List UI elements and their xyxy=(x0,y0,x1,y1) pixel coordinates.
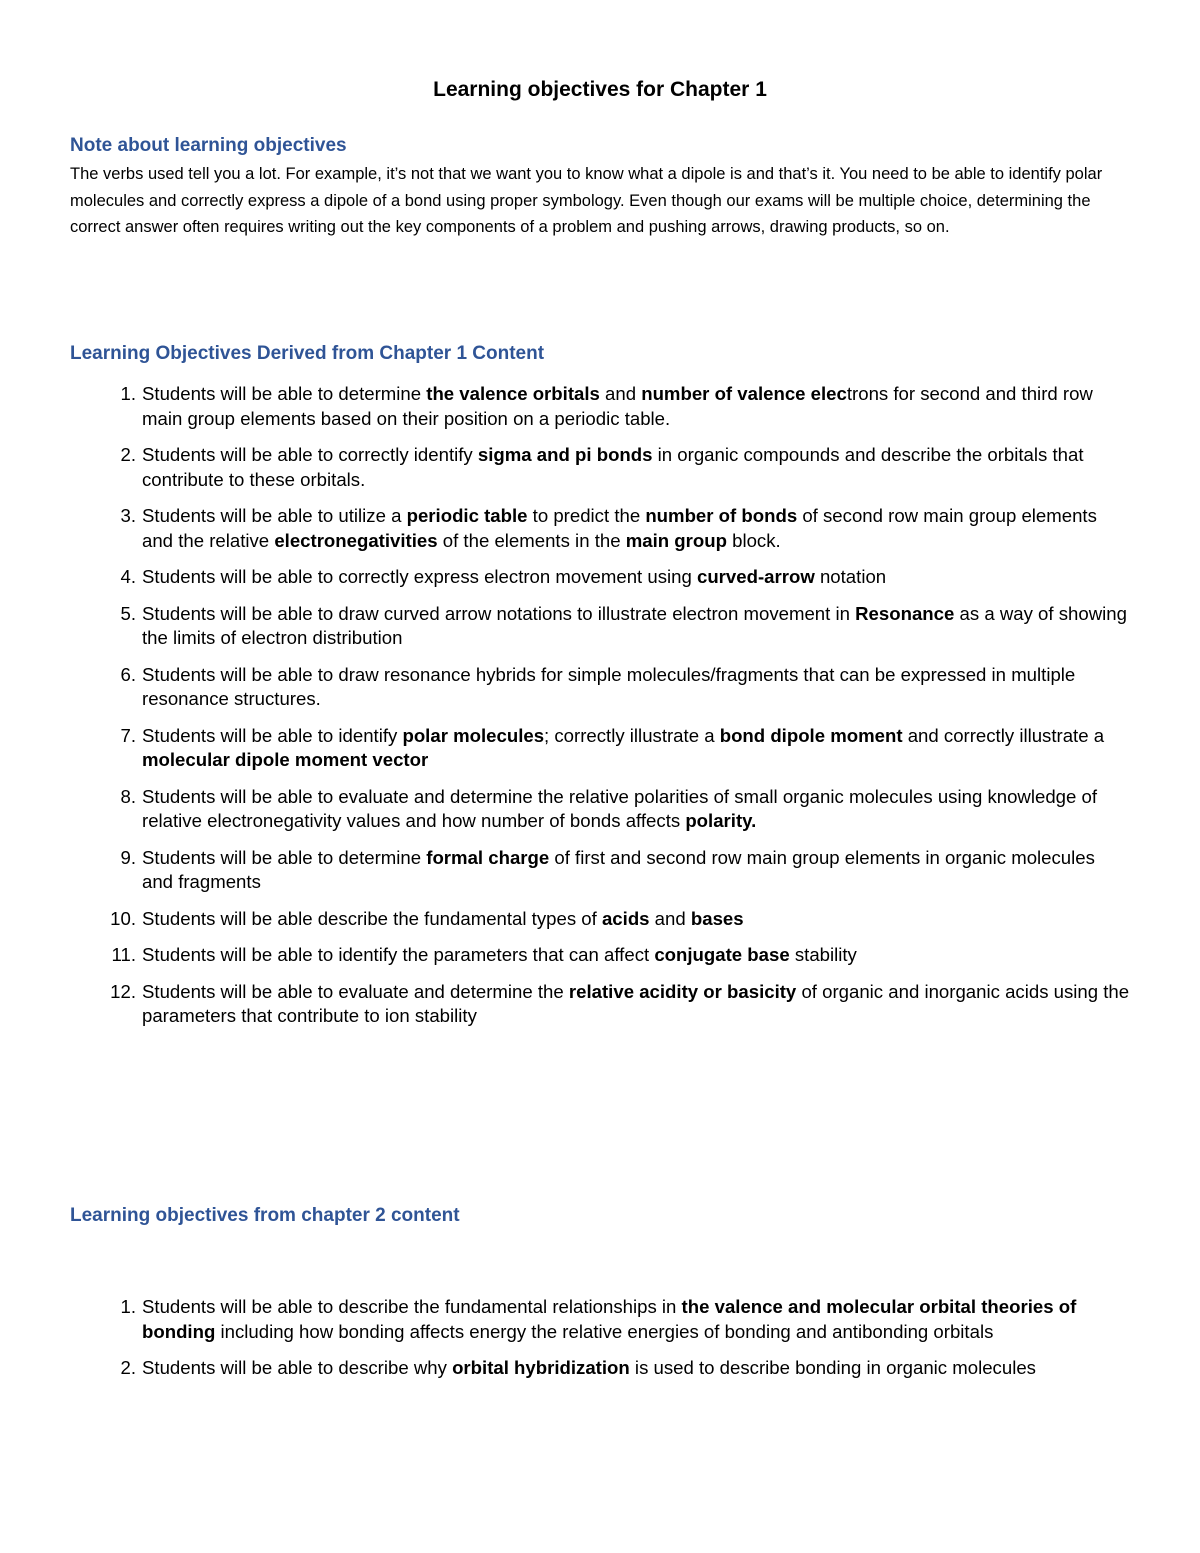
text-segment: trons for second and third row main group elements based on their position on a periodic table. xyxy=(142,383,1093,429)
text-segment: Students will be able to utilize a xyxy=(142,505,407,526)
bold-term: electronegativities xyxy=(274,529,438,551)
text-segment: of second row main group elements and the relative xyxy=(142,505,1097,551)
bold-term: conjugate base xyxy=(654,944,790,965)
list-item xyxy=(70,943,1130,968)
list-item-number: 4 . xyxy=(70,565,136,590)
text-segment: Students will be able to draw curved arrow notations to illustrate electron movement in xyxy=(142,602,856,624)
bold-term: the valence and molecular orbital theories of bonding xyxy=(142,1296,1077,1342)
chapter1-heading: Learning Objectives Derived from Chapter 1 Content xyxy=(70,343,545,364)
bold-term: curved-arrow xyxy=(696,566,815,587)
list-item xyxy=(70,907,1130,932)
list-item-text xyxy=(142,1296,1076,1342)
list-item-text xyxy=(142,847,1095,893)
text-segment: Students will be able to identify the parameters that can affect xyxy=(142,944,655,965)
chapter2-objectives-list xyxy=(70,1295,1130,1393)
text-segment: Students will be able to determine xyxy=(142,846,427,868)
list-item-number: 6 . xyxy=(70,663,136,688)
bold-term: formal charge xyxy=(426,846,550,868)
text-segment: is used to describe bonding in organic molecules xyxy=(629,1357,1036,1378)
text-segment: Students will be able to identify xyxy=(142,724,403,746)
text-segment: Students will be able to describe the fundamental relationships in xyxy=(142,1296,682,1317)
list-item xyxy=(70,846,1130,895)
list-item-number: 2 . xyxy=(70,1356,136,1381)
text-segment: Students will be able to evaluate and determine the xyxy=(142,980,569,1002)
list-item xyxy=(70,785,1130,834)
text-segment: and xyxy=(599,383,642,404)
list-item-number: 7 . xyxy=(70,724,136,749)
bold-term: bases xyxy=(690,907,744,929)
bold-term: relative acidity or basicity xyxy=(568,980,797,1002)
text-segment: in organic compounds and describe the orbitals that contribute to these orbitals. xyxy=(142,444,1084,490)
list-item-number: 5 . xyxy=(70,602,136,627)
text-segment: of the elements in the xyxy=(437,529,626,551)
text-segment: Students will be able describe the fundamental types of xyxy=(142,907,602,929)
list-item-text xyxy=(142,603,1127,649)
list-item-text xyxy=(142,505,1097,551)
list-item xyxy=(70,602,1130,651)
list-item-number: 1 . xyxy=(70,382,136,407)
list-item xyxy=(70,663,1130,712)
bold-term: polar molecules xyxy=(402,724,545,746)
bold-term: orbital hybridization xyxy=(452,1357,630,1378)
list-item-text xyxy=(142,664,1075,710)
list-item xyxy=(70,980,1130,1029)
list-item-text xyxy=(142,444,1084,490)
list-item-number: 10 . xyxy=(70,907,136,932)
list-item xyxy=(70,565,1130,590)
text-segment: as a way of showing the limits of electron distribution xyxy=(142,602,1127,648)
bold-term: Resonance xyxy=(855,602,955,624)
text-segment: to predict the xyxy=(527,505,646,526)
list-item-text xyxy=(142,1357,1036,1378)
bold-term: molecular dipole moment vector xyxy=(142,749,429,770)
list-item xyxy=(70,1295,1130,1344)
list-item-number: 8 . xyxy=(70,785,136,810)
bold-term: number of valence elec xyxy=(641,383,847,404)
list-item-number: 11 . xyxy=(70,943,136,968)
note-body xyxy=(70,161,1130,241)
chapter1-objectives-list xyxy=(70,382,1130,1041)
list-item-text xyxy=(142,383,1093,429)
text-segment: and xyxy=(649,907,691,929)
note-paragraph: The verbs used tell you a lot. For example, it’s not that we want you to know what a dipole is and that’s it. You need to be able to identify polar molecules and correctly express a dipole of a bond using proper symbology. Even though our exams will be multiple choice, determining the correct answer often requires writing out the key components of a problem and pushing arrows, drawing products, so on. xyxy=(70,165,1103,236)
bold-term: the valence orbitals xyxy=(426,383,600,404)
list-item xyxy=(70,724,1130,773)
bold-term: bond dipole moment xyxy=(719,724,903,746)
text-segment: Students will be able to correctly identify xyxy=(142,444,478,465)
list-item-number: 3 . xyxy=(70,504,136,529)
bold-term: main group xyxy=(625,529,727,551)
text-segment: Students will be able to evaluate and determine the relative polarities of small organic molecules using knowledge of relative electronegativity values and how number of bonds affects xyxy=(142,785,1098,831)
list-item-number: 1 . xyxy=(70,1295,136,1320)
list-item-number: 12 . xyxy=(70,980,136,1005)
text-segment: Students will be able to describe why xyxy=(142,1357,453,1378)
list-item-text xyxy=(142,944,857,965)
text-segment: notation xyxy=(814,566,887,587)
list-item-text xyxy=(142,786,1097,832)
text-segment: and correctly illustrate a xyxy=(902,724,1105,746)
bold-term: acids xyxy=(601,907,650,929)
text-segment: Students will be able to determine xyxy=(142,383,427,404)
bold-term: number of bonds xyxy=(645,505,798,526)
list-item-text xyxy=(142,908,744,929)
list-item-number: 2 . xyxy=(70,443,136,468)
bold-term: sigma and pi bonds xyxy=(477,444,653,465)
list-item xyxy=(70,443,1130,492)
list-item-text xyxy=(142,566,886,587)
text-segment: Students will be able to draw resonance hybrids for simple molecules/fragments that can be expressed in multiple resonance structures. xyxy=(142,663,1076,709)
note-heading: Note about learning objectives xyxy=(70,135,347,156)
list-item xyxy=(70,382,1130,431)
text-segment: of first and second row main group elements in organic molecules and fragments xyxy=(142,846,1095,892)
text-segment: Students will be able to correctly express electron movement using xyxy=(142,566,697,587)
bold-term: periodic table xyxy=(406,505,528,526)
text-segment: including how bonding affects energy the relative energies of bonding and antibonding orbitals xyxy=(215,1320,994,1342)
text-segment: of organic and inorganic acids using the parameters that contribute to ion stability xyxy=(142,980,1130,1026)
chapter2-heading: Learning objectives from chapter 2 content xyxy=(70,1205,460,1226)
list-item-text xyxy=(142,725,1104,771)
text-segment: ; correctly illustrate a xyxy=(544,724,720,746)
list-item-text xyxy=(142,981,1129,1027)
list-item xyxy=(70,1356,1130,1381)
list-item-number: 9 . xyxy=(70,846,136,871)
page-title: Learning objectives for Chapter 1 xyxy=(433,78,767,101)
list-item xyxy=(70,504,1130,553)
text-segment: block. xyxy=(726,529,781,551)
bold-term: polarity. xyxy=(685,810,757,831)
text-segment: stability xyxy=(789,944,857,965)
